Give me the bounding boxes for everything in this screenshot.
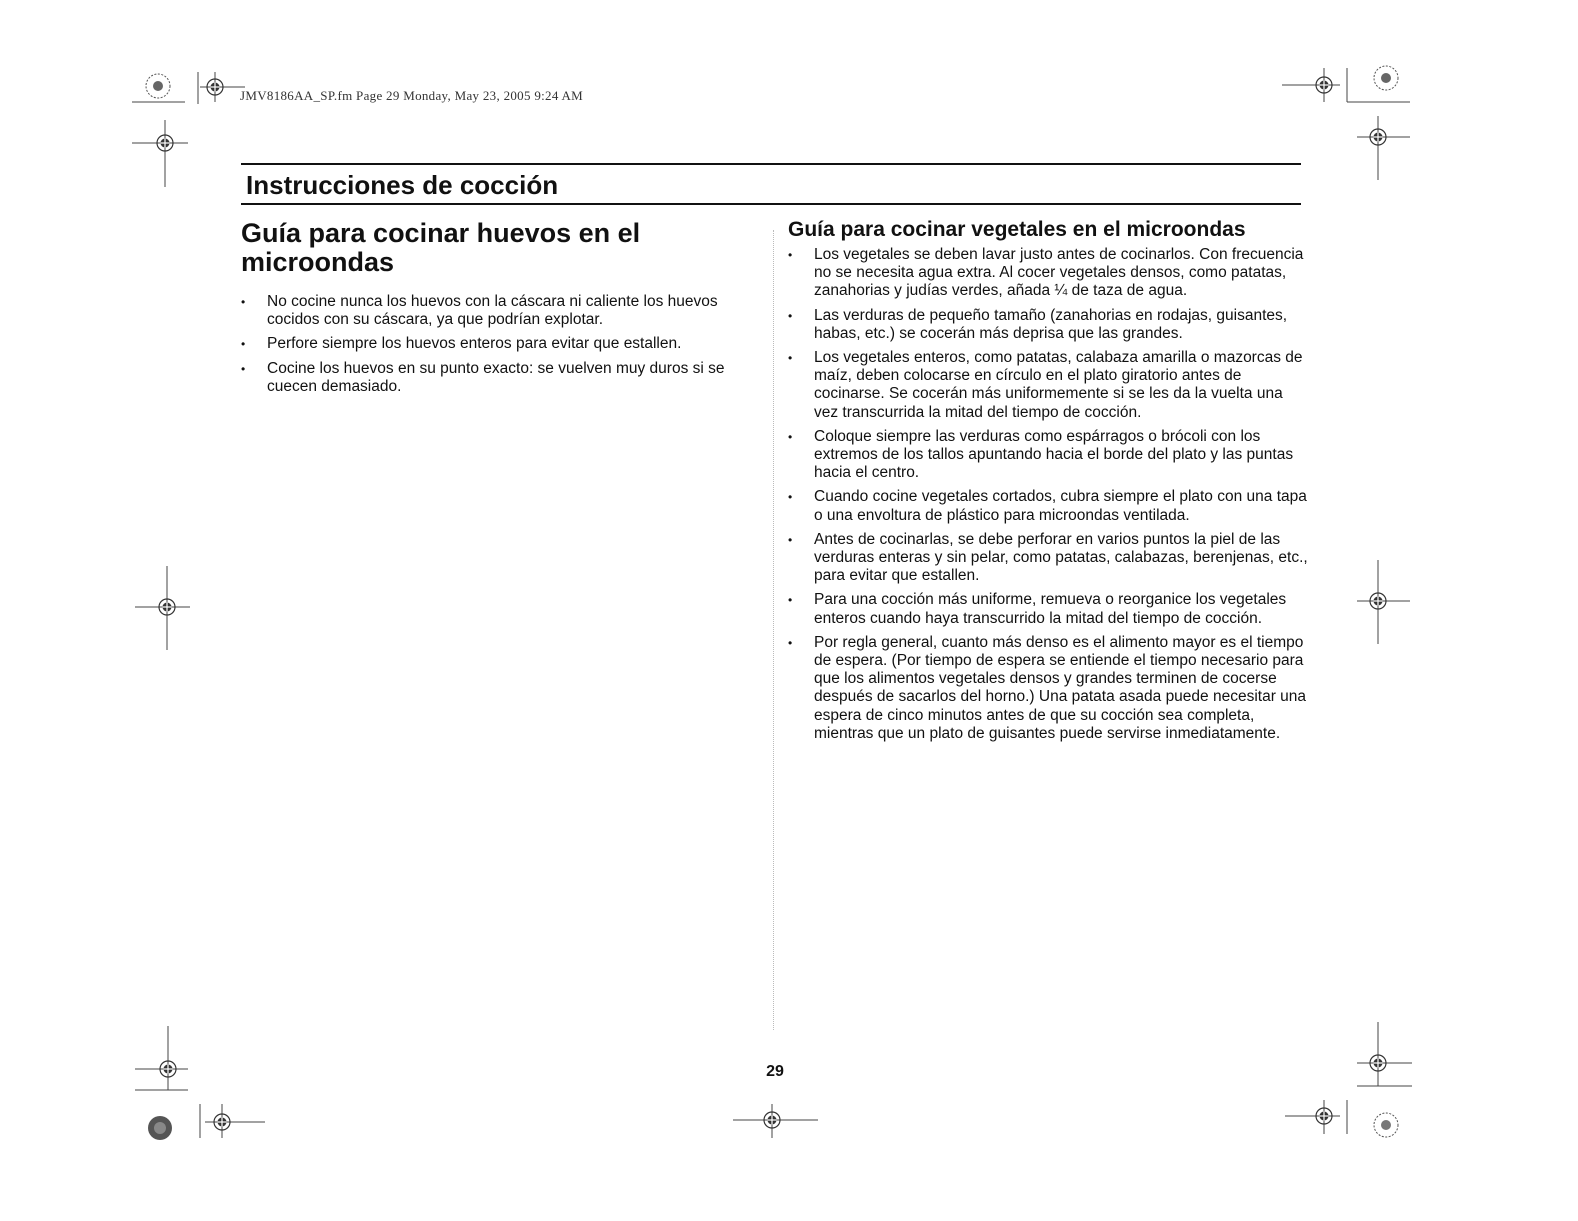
crosshair-icon [200, 72, 245, 102]
crosshair-icon [1282, 68, 1340, 102]
section-title: Instrucciones de cocción [246, 170, 559, 200]
eggs-heading: Guía para cocinar huevos en el microondas [241, 218, 641, 277]
crosshair-icon [135, 1026, 188, 1090]
crosshair-icon [1357, 560, 1410, 644]
crosshair-icon [135, 566, 190, 650]
crosshair-icon [733, 1104, 818, 1138]
starburst-icon [1374, 1113, 1398, 1137]
crosshair-icon [1285, 1100, 1340, 1134]
list-item: • No cocine nunca los huevos con la cáscara ni caliente los huevos cocidos con su cáscara, ya que podrían explotar. [241, 293, 756, 329]
eggs-list [241, 293, 756, 396]
vegetables-list [788, 246, 1308, 743]
list-item: • Coloque siempre las verduras como espárragos o brócoli con los extremos de los tallos apuntando hacia el borde del plato y las puntas hacia el centro. [788, 428, 1308, 483]
list-item: • Por regla general, cuanto más denso es el alimento mayor es el tiempo de espera. (Por tiempo de espera se entiende el tiempo necesario para que los alimentos vegetales densos y grandes terminen de cocerse después de sacarlos del horno.) Una patata asada puede necesitar una espera de cinco minutos antes de que su cocción sea completa, mientras que un plato de guisantes puede servirse inmediatamente. [788, 634, 1308, 743]
list-item: • Los vegetales se deben lavar justo antes de cocinarlos. Con frecuencia no se necesita agua extra. Al cocer vegetales densos, como patatas, zanahorias y judías verdes, añada ¼ de taza de agua. [788, 246, 1308, 301]
crosshair-icon [132, 120, 188, 187]
eggs-section [241, 219, 756, 402]
print-slug-line: JMV8186AA_SP.fm Page 29 Monday, May 23, 2005 9:24 AM [240, 88, 584, 103]
crosshair-icon [205, 1104, 265, 1138]
starburst-icon [146, 74, 170, 98]
starburst-icon [1374, 66, 1398, 90]
list-item: • Cocine los huevos en su punto exacto: se vuelven muy duros si se cuecen demasiado. [241, 360, 756, 396]
starburst-icon [148, 1116, 172, 1140]
list-item: • Las verduras de pequeño tamaño (zanahorias en rodajas, guisantes, habas, etc.) se cocerán más deprisa que las grandes. [788, 307, 1308, 343]
list-item: • Cuando cocine vegetales cortados, cubra siempre el plato con una tapa o una envoltura de plástico para microondas ventilada. [788, 488, 1308, 524]
header-rule-bottom [241, 203, 1301, 205]
header-rule-top [241, 163, 1301, 165]
page-number: 29 [766, 1063, 784, 1080]
crosshair-icon [1357, 1022, 1412, 1086]
list-item: • Para una cocción más uniforme, remueva o reorganice los vegetales enteros cuando haya transcurrido la mitad del tiempo de cocción. [788, 591, 1308, 627]
list-item: • Perfore siempre los huevos enteros para evitar que estallen. [241, 335, 756, 353]
column-divider [773, 230, 774, 1030]
vegetables-heading: Guía para cocinar vegetales en el microondas [788, 218, 1246, 241]
crosshair-icon [1357, 116, 1410, 180]
vegetables-section [788, 218, 1308, 749]
list-item: • Antes de cocinarlas, se debe perforar en varios puntos la piel de las verduras enteras y sin pelar, como patatas, calabazas, berenjenas, etc., para evitar que estallen. [788, 531, 1308, 586]
list-item: • Los vegetales enteros, como patatas, calabaza amarilla o mazorcas de maíz, deben colocarse en círculo en el plato giratorio antes de cocinarse. Se cocerán más uniformemente si se les da la vuelta una vez transcurrida la mitad del tiempo de cocción. [788, 349, 1308, 422]
